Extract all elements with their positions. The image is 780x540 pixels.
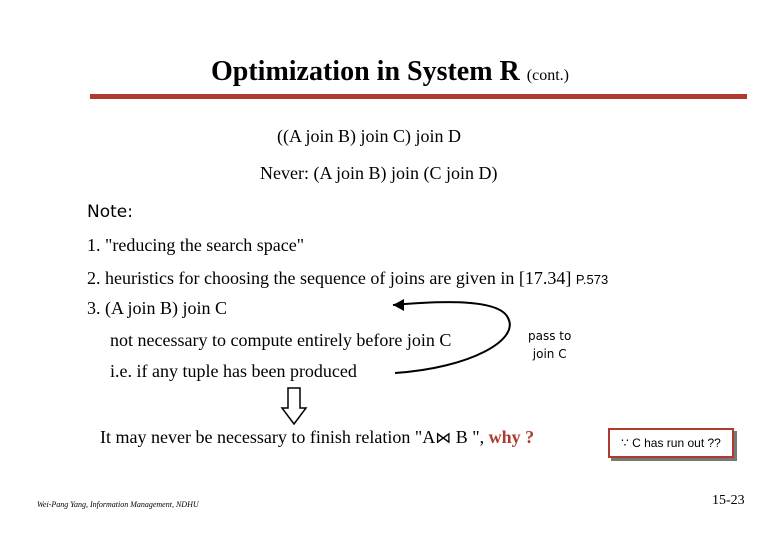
reason-box <box>608 428 734 458</box>
sub-point-1: not necessary to compute entirely before join C <box>110 330 452 350</box>
slide-title: Optimization in System R (cont.) <box>211 56 569 87</box>
reason-text: ∵ C has run out ?? <box>621 436 721 450</box>
item-2: 2. heuristics for choosing the sequence of joins are given in [17.34] P.573 <box>87 268 609 288</box>
page-reference: P.573 <box>575 272 609 287</box>
join-c-text: join C <box>532 347 567 361</box>
bowtie-icon: ⋈ <box>435 428 452 447</box>
curved-arrow <box>393 302 510 373</box>
note-label: Note: <box>87 202 133 222</box>
never-line: Never: (A join B) join (C join D) <box>260 163 498 183</box>
item-3: 3. (A join B) join C <box>87 298 228 318</box>
page-number: 15-23 <box>712 493 745 508</box>
why-question: why ? <box>488 427 535 447</box>
down-arrow-icon <box>282 388 306 424</box>
conclusion-line: It may never be necessary to finish relation "A⋈ B ", why ? <box>100 427 535 447</box>
title-cont: (cont.) <box>526 67 569 84</box>
curved-arrow-head <box>393 299 404 311</box>
pass-to-text: pass to <box>528 329 572 343</box>
sub-point-2: i.e. if any tuple has been produced <box>110 361 357 381</box>
join-order-line: ((A join B) join C) join D <box>277 126 461 146</box>
item-1: 1. "reducing the search space" <box>87 235 305 255</box>
footer-author: Wei-Pang Yang, Information Management, NDHU <box>37 500 199 509</box>
